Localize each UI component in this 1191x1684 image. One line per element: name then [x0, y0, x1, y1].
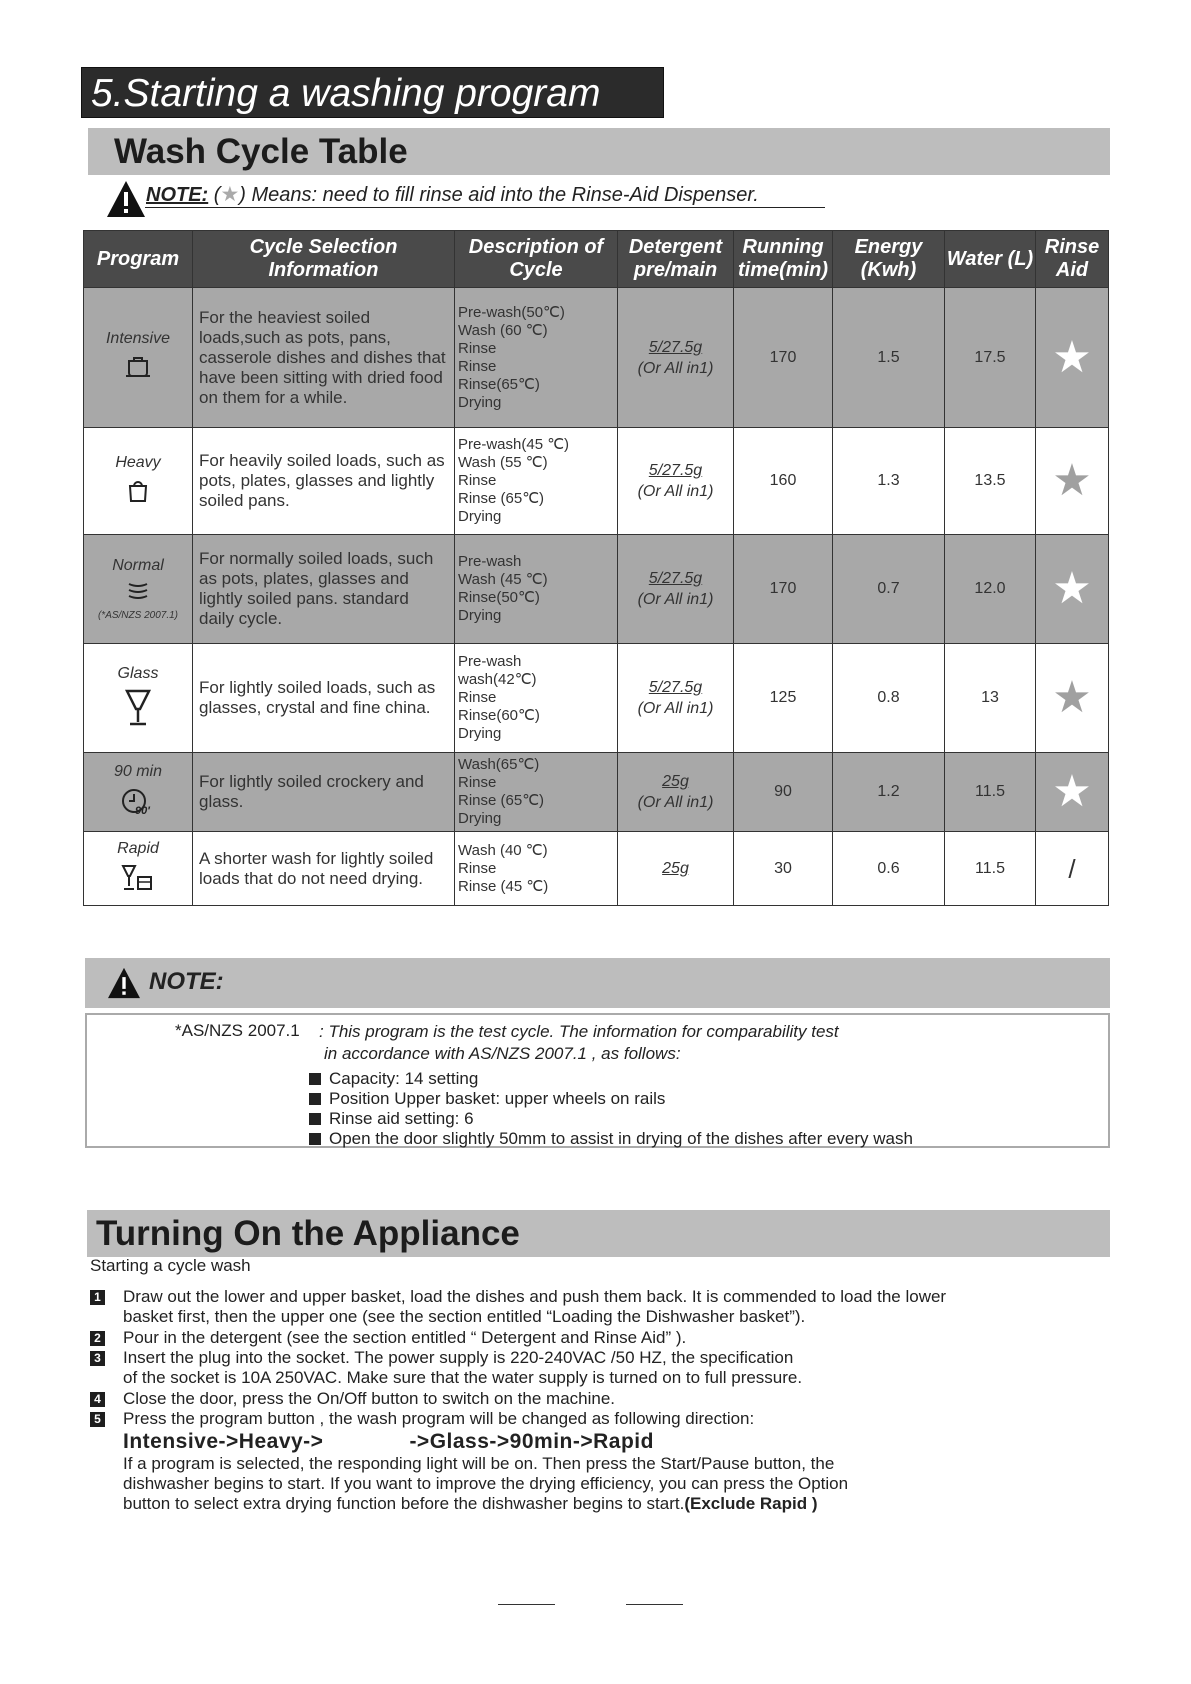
detergent-amount: 25g [662, 860, 689, 877]
rinse-aid-note [118, 180, 838, 220]
detergent-cell [618, 644, 734, 753]
water-cell: 11.5 [945, 753, 1036, 832]
bucket-icon [125, 478, 151, 509]
note2-label: NOTE: [149, 968, 224, 995]
description-step: Rinse [458, 859, 497, 877]
description-step: wash(42℃) [458, 671, 537, 688]
detergent-amount: 25g [662, 773, 689, 790]
description-step: Rinse [458, 339, 497, 357]
step-number: 4 [90, 1392, 105, 1407]
note-underline [145, 207, 825, 208]
running-time-cell: 170 [734, 288, 833, 428]
description-step: Rinse [458, 774, 497, 791]
header-running-time: Running time(min) [734, 231, 833, 288]
description-step: Rinse(50℃) [458, 589, 540, 606]
table-row [84, 832, 1109, 906]
program-name: Heavy [115, 453, 161, 471]
program-name: Intensive [105, 330, 171, 347]
cycle-info-cell: For lightly soiled loads, such as glasses, crystal and fine china. [193, 644, 455, 753]
rinse-aid-none: / [1036, 832, 1109, 906]
description-step: Drying [458, 810, 502, 827]
cycle-info-cell: For the heaviest soiled loads,such as pots, pans, casserole dishes and dishes that have been sitting with dried food on them for a while. [193, 288, 455, 428]
cycle-info-cell: A shorter wash for lightly soiled loads that do not need drying. [193, 832, 455, 906]
footer-line [498, 1604, 555, 1605]
program-name: Normal [112, 557, 164, 574]
turning-on-intro: Starting a cycle wash [90, 1256, 251, 1275]
note2-band [85, 958, 1110, 1008]
note-label: NOTE: [146, 184, 209, 206]
wash-table-band [88, 128, 1110, 175]
water-cell: 12.0 [945, 535, 1036, 644]
star-icon: ★ [220, 183, 240, 206]
description-step: Rinse [458, 472, 497, 489]
energy-cell: 0.8 [833, 644, 945, 753]
running-time-cell: 30 [734, 832, 833, 906]
star-icon: ★ [1036, 753, 1109, 832]
detergent-alt: (Or All in1) [637, 794, 714, 811]
detergent-cell [618, 832, 734, 906]
star-icon: ★ [1036, 428, 1109, 535]
star-icon: ★ [1036, 535, 1109, 644]
description-step: Rinse(65℃) [458, 375, 540, 393]
header-detergent: Detergent pre/main [618, 231, 734, 288]
description-step: Drying [458, 725, 502, 742]
description-step: Drying [458, 393, 502, 411]
as-nzs-line1: : This program is the test cycle. The information for comparability test [319, 1022, 839, 1041]
svg-text:90′: 90′ [135, 804, 150, 817]
plates-icon [125, 581, 151, 606]
running-time-cell: 125 [734, 644, 833, 753]
detergent-alt: (Or All in1) [637, 359, 714, 377]
detergent-amount: 5/27.5g [648, 570, 703, 587]
detergent-cell [618, 753, 734, 832]
detergent-alt: (Or All in1) [637, 591, 714, 608]
glass-cup-icon [121, 864, 155, 897]
description-cell [455, 428, 618, 535]
note-text: ) Means: need to fill rinse aid into the Rinse-Aid Dispenser. [239, 184, 759, 206]
step-number: 1 [90, 1290, 105, 1305]
description-step: Pre-wash(50℃) [458, 303, 565, 321]
table-row [84, 535, 1109, 644]
detergent-cell [618, 288, 734, 428]
program-cell [84, 832, 193, 906]
clock-90-icon [121, 787, 155, 822]
table-row [84, 644, 1109, 753]
description-step: Wash (45 ℃) [458, 571, 548, 588]
table-row [84, 288, 1109, 428]
program-name: Rapid [117, 840, 159, 857]
wine-glass-icon [123, 689, 153, 732]
table-row [84, 753, 1109, 832]
star-icon: ★ [1036, 288, 1109, 428]
detergent-amount: 5/27.5g [648, 338, 703, 356]
cycle-info-cell: For lightly soiled crockery and glass. [193, 753, 455, 832]
description-step: Wash(65℃) [458, 756, 540, 773]
warning-icon [107, 967, 141, 999]
program-sub: (*AS/NZS 2007.1) [97, 610, 179, 621]
note-bullet: Capacity: 14 setting [309, 1069, 478, 1089]
energy-cell: 1.2 [833, 753, 945, 832]
description-step: Rinse (45 ℃) [458, 877, 549, 895]
running-time-cell: 90 [734, 753, 833, 832]
description-step: Pre-wash [458, 553, 522, 570]
description-cell [455, 644, 618, 753]
table-header-row [84, 231, 1109, 288]
note-bullet: Rinse aid setting: 6 [309, 1109, 474, 1129]
program-cell [84, 535, 193, 644]
description-step: Pre-wash(45 ℃) [458, 436, 570, 453]
energy-cell: 0.7 [833, 535, 945, 644]
description-step: Pre-wash [458, 653, 522, 670]
running-time-cell: 170 [734, 535, 833, 644]
header-program: Program [84, 231, 193, 288]
water-cell: 11.5 [945, 832, 1036, 906]
program-cell [84, 428, 193, 535]
pot-icon [124, 354, 152, 385]
water-cell: 13.5 [945, 428, 1036, 535]
program-cell [84, 288, 193, 428]
water-cell: 17.5 [945, 288, 1036, 428]
program-cell [84, 644, 193, 753]
detergent-alt: (Or All in1) [637, 483, 714, 500]
detergent-alt: (Or All in1) [637, 700, 714, 717]
header-description: Description of Cycle [455, 231, 618, 288]
step-number: 5 [90, 1412, 105, 1427]
description-cell [455, 288, 618, 428]
program-name: 90 min [113, 762, 163, 780]
note-bullet: Open the door slightly 50mm to assist in drying of the dishes after every wash [309, 1129, 913, 1149]
note-open-paren: ( [213, 184, 221, 206]
header-water: Water (L) [945, 231, 1036, 288]
step-number: 2 [90, 1331, 105, 1346]
step-number: 3 [90, 1351, 105, 1366]
description-step: Wash (55 ℃) [458, 454, 548, 471]
detergent-amount: 5/27.5g [648, 679, 703, 696]
description-cell [455, 535, 618, 644]
program-sequence: Intensive->Heavy-> ->Glass->90min->Rapid [123, 1430, 654, 1453]
description-step: Wash (60 ℃) [458, 321, 548, 339]
as-nzs-text [319, 1021, 839, 1065]
section-title: 5.Starting a washing program [81, 67, 664, 118]
wash-cycle-table [83, 230, 1109, 906]
as-nzs-line2: in accordance with AS/NZS 2007.1 , as follows: [324, 1044, 681, 1063]
header-rinse-aid: Rinse Aid [1036, 231, 1109, 288]
cycle-info-cell: For normally soiled loads, such as pots, plates, glasses and lightly soiled pans. standard daily cycle. [193, 535, 455, 644]
note-bullet: Position Upper basket: upper wheels on rails [309, 1089, 665, 1109]
energy-cell: 1.3 [833, 428, 945, 535]
turning-on-band [87, 1210, 1110, 1257]
description-cell [455, 753, 618, 832]
note2-box [85, 1013, 1110, 1148]
description-step: Rinse(60℃) [458, 707, 540, 724]
detergent-cell [618, 535, 734, 644]
description-step: Rinse (65℃) [458, 792, 545, 809]
program-name: Glass [117, 664, 159, 682]
energy-cell: 1.5 [833, 288, 945, 428]
wash-table-title: Wash Cycle Table [114, 132, 408, 171]
turning-on-title: Turning On the Appliance [96, 1214, 520, 1253]
detergent-amount: 5/27.5g [648, 462, 703, 479]
footer-line [626, 1604, 683, 1605]
program-cell [84, 753, 193, 832]
description-step: Drying [458, 607, 502, 624]
water-cell: 13 [945, 644, 1036, 753]
header-energy: Energy (Kwh) [833, 231, 945, 288]
running-time-cell: 160 [734, 428, 833, 535]
description-step: Rinse (65℃) [458, 490, 545, 507]
star-icon: ★ [1036, 644, 1109, 753]
description-cell [455, 832, 618, 906]
description-step: Rinse [458, 689, 497, 706]
table-row [84, 428, 1109, 535]
energy-cell: 0.6 [833, 832, 945, 906]
description-step: Drying [458, 508, 502, 525]
description-step: Rinse [458, 357, 497, 375]
detergent-cell [618, 428, 734, 535]
cycle-info-cell: For heavily soiled loads, such as pots, plates, glasses and lightly soiled pans. [193, 428, 455, 535]
description-step: Wash (40 ℃) [458, 841, 548, 859]
header-cycle-info: Cycle Selection Information [193, 231, 455, 288]
warning-icon [106, 180, 146, 218]
as-nzs-ref: *AS/NZS 2007.1 [175, 1021, 300, 1040]
